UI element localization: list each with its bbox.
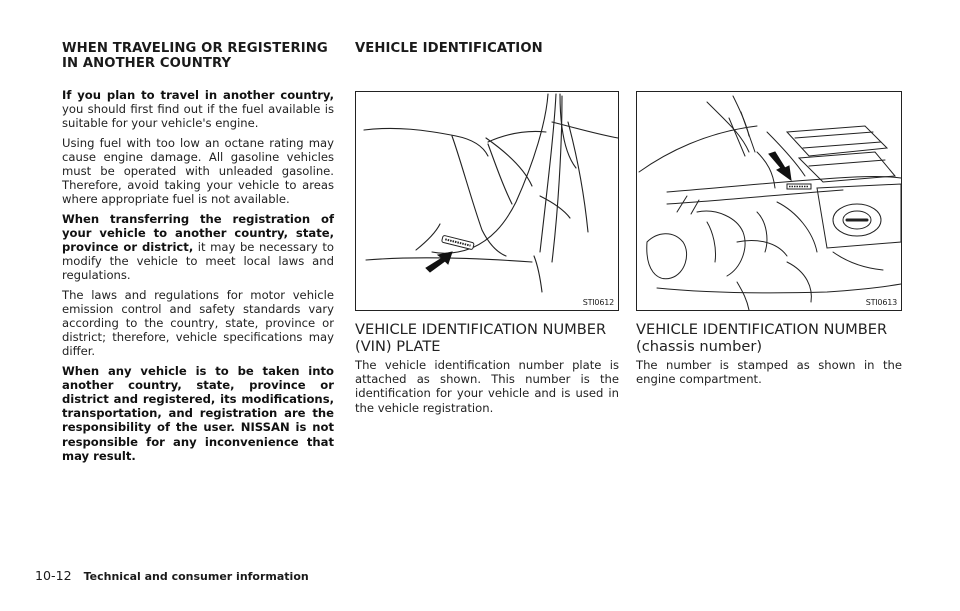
vehicle-identification-heading-text: VEHICLE IDENTIFICATION xyxy=(355,41,543,56)
vin-plate-drawing xyxy=(356,92,620,312)
paragraph-registration xyxy=(62,212,334,283)
paragraph-registration-rest: it may be necessary to modify the vehicle to meet local laws and regulations. xyxy=(62,240,334,283)
page-number: 10-12 xyxy=(35,568,72,583)
vehicle-identification-heading xyxy=(355,41,543,56)
arrow-icon xyxy=(426,252,452,272)
chassis-number-heading-line2: (chassis number) xyxy=(636,338,763,355)
vin-plate-shape xyxy=(442,235,475,250)
paragraph-registration-bold: When transferring the registration of your vehicle to another country, state, province or district, xyxy=(62,211,334,255)
vin-plate-heading-line1: VEHICLE IDENTIFICATION NUMBER xyxy=(355,321,607,338)
engine-compartment-drawing xyxy=(637,92,903,312)
travel-heading-line1: WHEN TRAVELING OR REGISTERING xyxy=(62,41,328,56)
travel-heading-line2: IN ANOTHER COUNTRY xyxy=(62,56,232,71)
chassis-number-heading-line1: VEHICLE IDENTIFICATION NUMBER xyxy=(636,321,888,338)
vin-plate-heading-line2: (VIN) PLATE xyxy=(355,338,441,355)
chassis-number-description: The number is stamped as shown in the engine compartment. xyxy=(636,358,902,387)
paragraph-octane: Using fuel with too low an octane rating may cause engine damage. All gasoline vehicles must be operated with unleaded gasoline. Therefore, avoid taking your vehicle to areas where appropriate fuel is not available. xyxy=(62,135,334,207)
vin-plate-description: The vehicle identification number plate is attached as shown. This number is the identification for your vehicle and is used in the vehicle registration. xyxy=(355,358,619,415)
paragraph-fuel-rest: you should first find out if the fuel available is suitable for your vehicle's engine. xyxy=(62,102,334,131)
figure-code: STI0613 xyxy=(865,298,897,307)
travel-section-body xyxy=(62,88,334,468)
vin-plate-heading xyxy=(355,321,606,355)
paragraph-responsibility: When any vehicle is to be taken into another country, state, province or district and registered, its modifications, transportation, and registration are the responsibility of the user. NISSAN is not responsible for any inconvenience that may result. xyxy=(62,363,334,463)
figure-code: STI0612 xyxy=(582,298,614,307)
page-footer xyxy=(35,568,309,583)
travel-section-heading xyxy=(62,41,328,71)
vin-plate-illustration xyxy=(355,91,619,311)
chapter-title: Technical and consumer information xyxy=(83,570,309,583)
paragraph-fuel-bold: If you plan to travel in another country, xyxy=(62,88,334,102)
chassis-number-heading xyxy=(636,321,887,355)
paragraph-laws: The laws and regulations for motor vehicle emission control and safety standards vary according to the country, state, province or district; therefore, vehicle specifications may differ. xyxy=(62,287,334,359)
paragraph-fuel xyxy=(62,88,334,131)
chassis-number-illustration xyxy=(636,91,902,311)
